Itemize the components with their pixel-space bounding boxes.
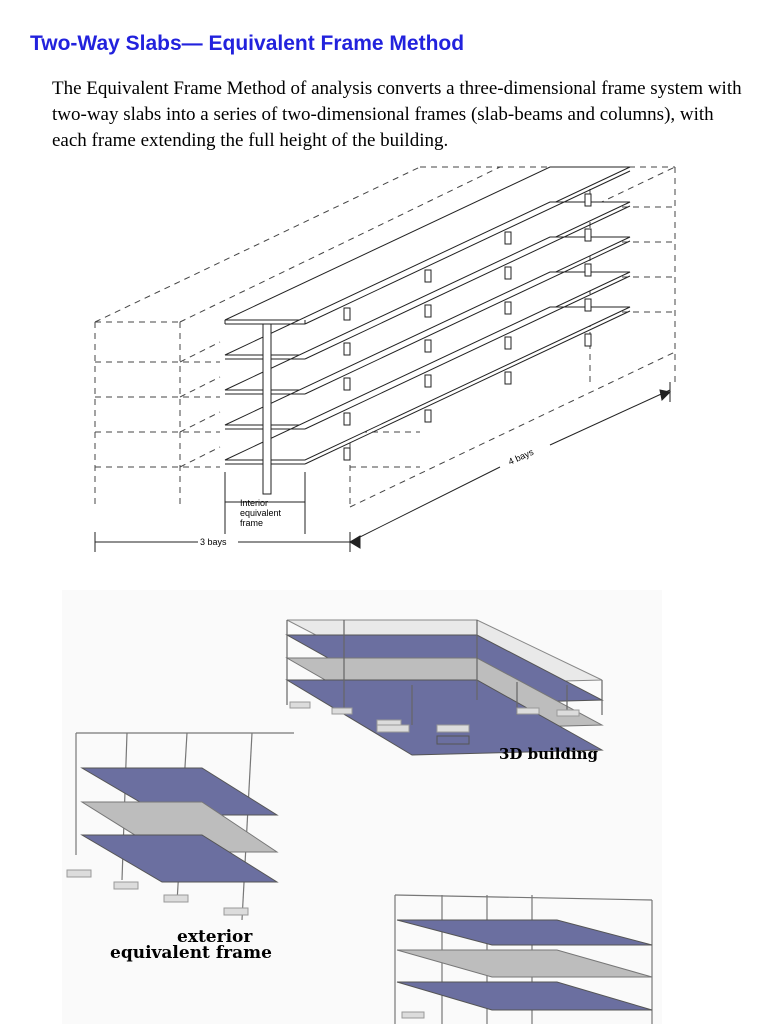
- equivalent-frame-figure: [62, 590, 662, 1024]
- page-title: Two-Way Slabs— Equivalent Frame Method: [30, 32, 465, 55]
- exterior-frame-model: [67, 733, 294, 920]
- label-4-bays: 4 bays: [506, 446, 536, 467]
- label-interior-3: frame: [240, 518, 264, 528]
- label-3d-building: 3D building: [499, 745, 599, 763]
- interior-frame-figure: [80, 162, 690, 560]
- 3d-building-model: [287, 620, 602, 755]
- label-interior-2: equivalent: [240, 508, 282, 518]
- label-exterior: exterior: [177, 927, 253, 947]
- label-3-bays: 3 bays: [200, 537, 227, 547]
- label-interior-1: Interior: [240, 498, 269, 508]
- label-exterior-frame: equivalent frame: [110, 943, 272, 963]
- interior-frame-model: [395, 895, 652, 1024]
- intro-paragraph: The Equivalent Frame Method of analysis converts a three-dimensional frame system with two-way slabs into a series of two-dimensional frames (slab-beams and columns), with each frame extending the full height of the building.: [52, 78, 742, 151]
